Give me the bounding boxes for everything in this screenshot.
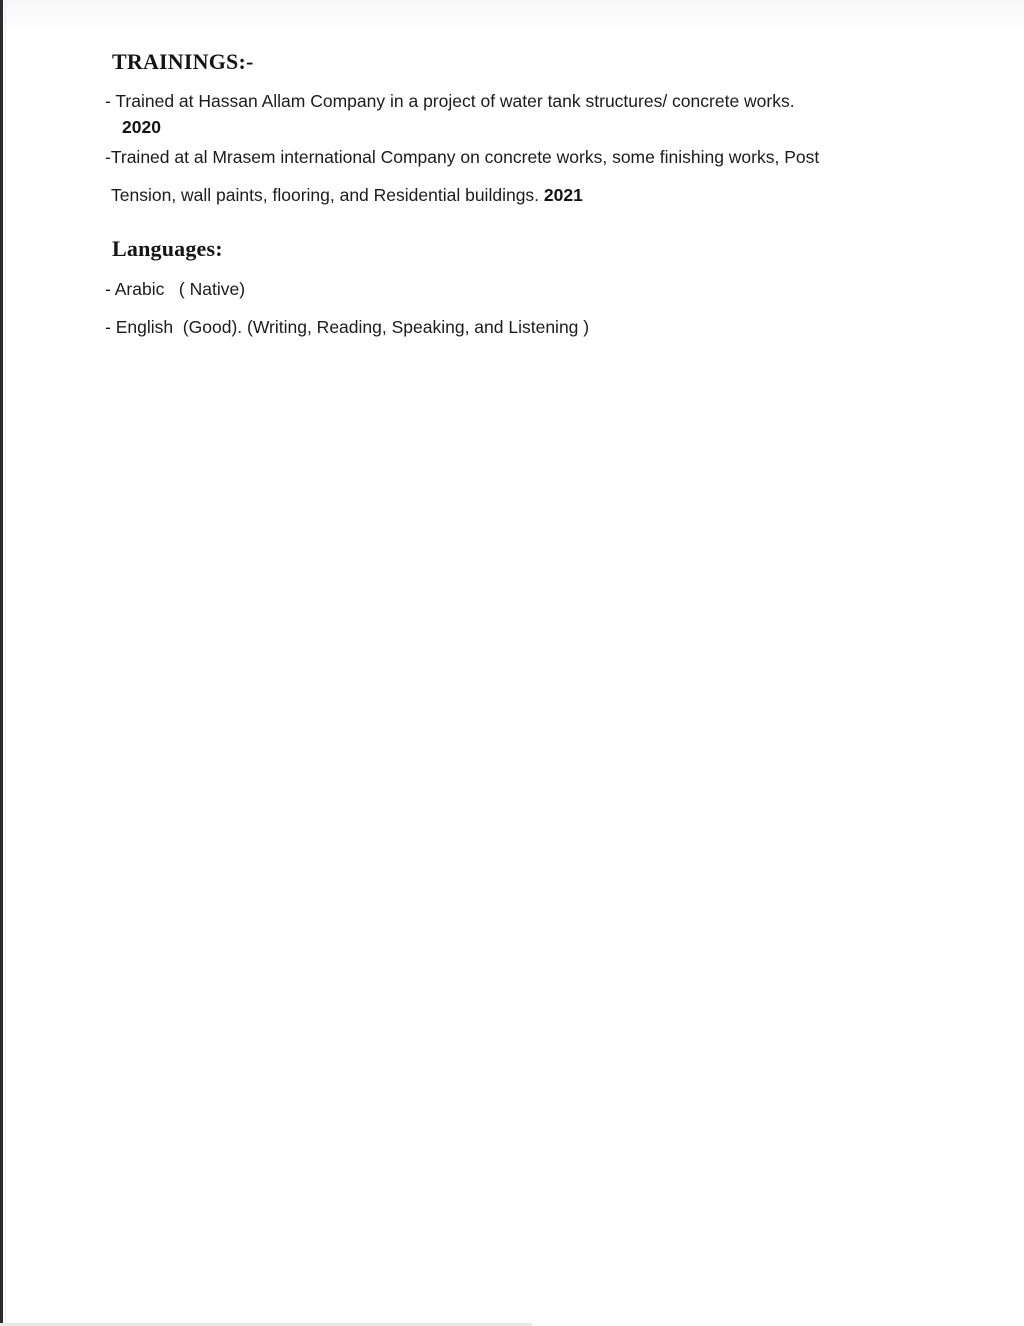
scan-top-shading	[0, 0, 1024, 34]
trainings-section-heading: TRAININGS:-	[112, 49, 254, 74]
training-item-al-mrasem-text-line-1: -Trained at al Mrasem international Company on concrete works, some finishing works, Post	[105, 147, 820, 167]
language-item-english: - English (Good). (Writing, Reading, Speaking, and Listening )	[105, 317, 590, 337]
languages-section-heading: Languages:	[112, 236, 223, 261]
training-item-al-mrasem-text-line-2	[111, 185, 583, 206]
language-item-arabic: - Arabic ( Native)	[105, 279, 246, 299]
training-item-al-mrasem-year: 2021	[543, 185, 583, 205]
scan-left-edge-line	[0, 0, 3, 1326]
scan-left-edge-faint-line	[5, 0, 6, 1326]
training-item-hassan-allam-year: 2020	[122, 117, 161, 137]
training-item-al-mrasem-line-2-text: Tension, wall paints, flooring, and Residential buildings.	[111, 185, 544, 205]
training-item-hassan-allam-text: - Trained at Hassan Allam Company in a project of water tank structures/ concrete works.	[105, 91, 795, 111]
